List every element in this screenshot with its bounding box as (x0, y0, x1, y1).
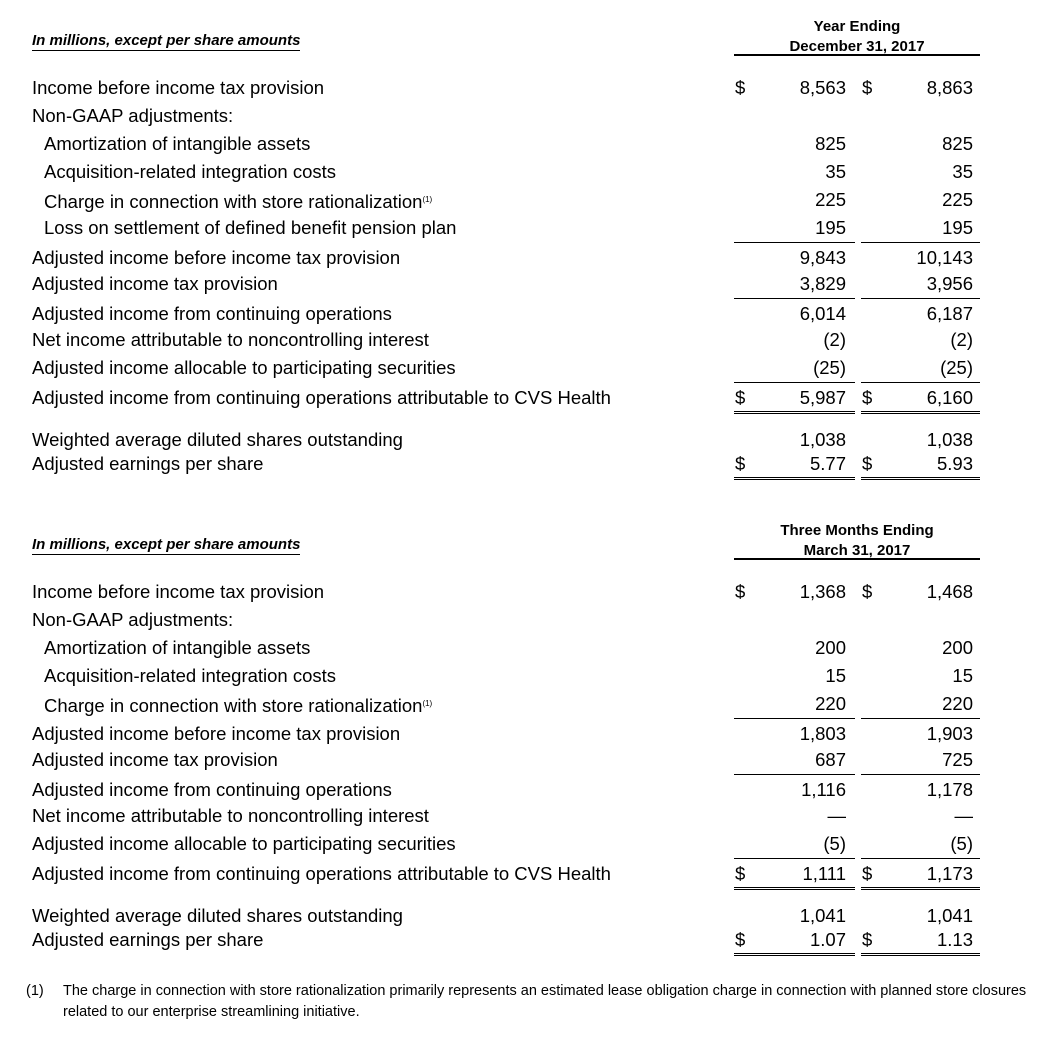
value-col1: 1,041 (799, 905, 846, 926)
row-label (32, 749, 278, 771)
value-col2: 15 (952, 665, 973, 686)
row-label-text: Non-GAAP adjustments: (32, 105, 234, 126)
subtotal-rule (861, 242, 980, 243)
currency-symbol: $ (862, 863, 873, 884)
value-col1: 195 (815, 217, 846, 238)
value-col1: 9,843 (799, 247, 846, 268)
value-col1: 1,368 (799, 581, 846, 602)
footnote-ref: (1) (422, 195, 433, 204)
total-rule (734, 953, 855, 959)
subtotal-rule (734, 774, 855, 775)
row-label (32, 929, 263, 951)
value-col1: 35 (825, 161, 846, 182)
currency-symbol: $ (735, 77, 746, 98)
row-label-text: Net income attributable to noncontrolling interest (32, 329, 429, 350)
value-col1: — (827, 805, 846, 826)
units-note: In millions, except per share amounts (32, 536, 301, 553)
row-label (44, 665, 336, 687)
total-rule (861, 411, 980, 417)
row-label (44, 637, 310, 659)
subtotal-rule (734, 858, 855, 859)
currency-symbol: $ (862, 77, 873, 98)
row-label-text: Charge in connection with store rationalization (44, 695, 423, 716)
footnote-text: The charge in connection with store rationalization primarily represents an estimated lease obligation charge in connection with planned store closures related to our enterprise streamlining initiative. (63, 983, 1027, 1020)
row-label-text: Adjusted income tax provision (32, 749, 278, 770)
row-label-text: Adjusted income allocable to participating securities (32, 357, 456, 378)
row-label-text: Amortization of intangible assets (44, 133, 311, 154)
row-label-text: Adjusted earnings per share (32, 929, 264, 950)
row-label (32, 357, 456, 379)
row-label (32, 805, 429, 827)
value-col1: 5.77 (809, 453, 846, 474)
row-label (32, 609, 233, 631)
subtotal-rule (734, 718, 855, 719)
value-col2: (2) (950, 329, 973, 350)
value-col2: 1,038 (926, 429, 973, 450)
row-label-text: Charge in connection with store rationalization (44, 191, 423, 212)
value-col1: 1.07 (809, 929, 846, 950)
row-label-text: Net income attributable to noncontrolling interest (32, 805, 429, 826)
subtotal-rule (861, 858, 980, 859)
value-col1: 225 (815, 189, 846, 210)
value-col2: 1,903 (926, 723, 973, 744)
row-label (32, 387, 611, 409)
row-label (32, 329, 429, 351)
value-col1: 15 (825, 665, 846, 686)
row-label-text: Acquisition-related integration costs (44, 161, 337, 182)
value-col1: 5,987 (799, 387, 846, 408)
value-col2: 3,956 (926, 273, 973, 294)
row-label (32, 905, 403, 927)
currency-symbol: $ (862, 453, 873, 474)
total-rule (861, 477, 980, 483)
value-col2: 1.13 (936, 929, 973, 950)
currency-symbol: $ (735, 863, 746, 884)
subtotal-rule (734, 298, 855, 299)
value-col2: 225 (942, 189, 973, 210)
value-col1: 825 (815, 133, 846, 154)
row-label-text: Adjusted income tax provision (32, 273, 278, 294)
row-label-text: Weighted average diluted shares outstanding (32, 429, 403, 450)
value-col2: 1,468 (926, 581, 973, 602)
value-col1: (5) (823, 833, 846, 854)
period-header-rule (734, 558, 980, 560)
footnote-ref: (1) (422, 699, 433, 708)
currency-symbol: $ (735, 453, 746, 474)
total-rule (861, 887, 980, 893)
row-label (32, 453, 263, 475)
row-label (32, 833, 456, 855)
value-col2: (5) (950, 833, 973, 854)
value-col1: 220 (815, 693, 846, 714)
value-col1: 6,014 (799, 303, 846, 324)
currency-symbol: $ (862, 387, 873, 408)
row-label-text: Loss on settlement of defined benefit pension plan (44, 217, 457, 238)
row-label-text: Adjusted income from continuing operations (32, 779, 392, 800)
period-header-line2: March 31, 2017 (803, 542, 911, 559)
currency-symbol: $ (735, 581, 746, 602)
value-col2: 725 (942, 749, 973, 770)
row-label (44, 133, 310, 155)
row-label-text: Weighted average diluted shares outstanding (32, 905, 403, 926)
value-col2: — (954, 805, 973, 826)
value-col2: 1,173 (926, 863, 973, 884)
value-col2: (25) (940, 357, 973, 378)
row-label-text: Income before income tax provision (32, 581, 325, 602)
row-label (32, 429, 403, 451)
currency-symbol: $ (735, 387, 746, 408)
row-label-text: Income before income tax provision (32, 77, 325, 98)
footnote-marker: (1) (26, 983, 44, 999)
subtotal-rule (861, 718, 980, 719)
row-label (44, 189, 432, 213)
row-label (32, 723, 400, 745)
row-label-text: Adjusted income allocable to participating securities (32, 833, 456, 854)
value-col2: 825 (942, 133, 973, 154)
subtotal-rule (861, 774, 980, 775)
subtotal-rule (861, 298, 980, 299)
row-label-text: Adjusted income before income tax provision (32, 247, 401, 268)
row-label (32, 273, 278, 295)
value-col2: 6,187 (926, 303, 973, 324)
currency-symbol: $ (862, 929, 873, 950)
row-label (32, 77, 324, 99)
value-col2: 1,041 (926, 905, 973, 926)
row-label (32, 303, 392, 325)
value-col2: 1,178 (926, 779, 973, 800)
period-header-line1: Year Ending (813, 18, 901, 35)
value-col2: 220 (942, 693, 973, 714)
row-label (32, 247, 400, 269)
value-col1: (25) (813, 357, 846, 378)
value-col2: 200 (942, 637, 973, 658)
value-col1: 1,038 (799, 429, 846, 450)
value-col1: 8,563 (799, 77, 846, 98)
row-label-text: Acquisition-related integration costs (44, 665, 337, 686)
row-label (44, 693, 432, 717)
value-col1: (2) (823, 329, 846, 350)
row-label (32, 779, 392, 801)
row-label-text: Non-GAAP adjustments: (32, 609, 234, 630)
units-note: In millions, except per share amounts (32, 32, 301, 49)
row-label (32, 581, 324, 603)
row-label-text: Adjusted earnings per share (32, 453, 264, 474)
total-rule (734, 477, 855, 483)
value-col1: 1,116 (801, 779, 846, 800)
value-col1: 200 (815, 637, 846, 658)
currency-symbol: $ (735, 929, 746, 950)
row-label-text: Adjusted income from continuing operations attributable to CVS Health (32, 387, 611, 408)
row-label (44, 161, 336, 183)
value-col2: 6,160 (926, 387, 973, 408)
period-header-line1: Three Months Ending (780, 522, 934, 539)
total-rule (734, 411, 855, 417)
period-header-line2: December 31, 2017 (789, 38, 925, 55)
value-col2: 10,143 (916, 247, 973, 268)
value-col2: 5.93 (936, 453, 973, 474)
row-label-text: Amortization of intangible assets (44, 637, 311, 658)
currency-symbol: $ (862, 581, 873, 602)
period-header-rule (734, 54, 980, 56)
row-label (32, 105, 233, 127)
subtotal-rule (861, 382, 980, 383)
row-label-text: Adjusted income from continuing operations (32, 303, 392, 324)
row-label (32, 863, 611, 885)
value-col1: 1,803 (799, 723, 846, 744)
row-label (44, 217, 456, 239)
value-col2: 8,863 (926, 77, 973, 98)
value-col1: 1,111 (802, 863, 846, 884)
total-rule (861, 953, 980, 959)
subtotal-rule (734, 242, 855, 243)
total-rule (734, 887, 855, 893)
row-label-text: Adjusted income before income tax provision (32, 723, 401, 744)
value-col1: 3,829 (799, 273, 846, 294)
value-col2: 35 (952, 161, 973, 182)
value-col2: 195 (942, 217, 973, 238)
value-col1: 687 (815, 749, 846, 770)
row-label-text: Adjusted income from continuing operations attributable to CVS Health (32, 863, 611, 884)
subtotal-rule (734, 382, 855, 383)
